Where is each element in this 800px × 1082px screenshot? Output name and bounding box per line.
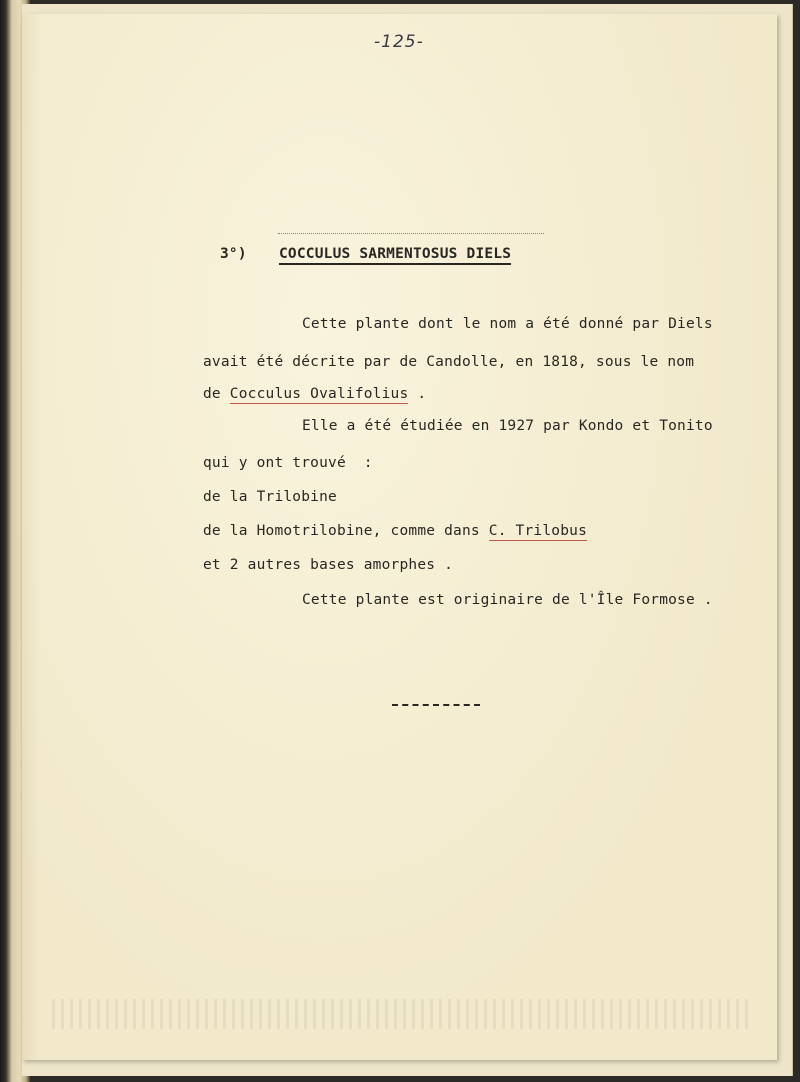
text-line-6: de la Trilobine bbox=[203, 489, 337, 505]
scan-bleedthrough bbox=[52, 999, 752, 1029]
page-number: -125- bbox=[374, 32, 424, 52]
text-line-5: qui y ont trouvé : bbox=[203, 455, 373, 471]
section-number: 3°) bbox=[220, 246, 247, 262]
end-dashed-rule bbox=[392, 704, 480, 706]
species-name-ovalifolius: Cocculus Ovalifolius bbox=[229, 386, 409, 402]
text-line-3 bbox=[203, 386, 426, 402]
species-name-trilobus: C. Trilobus bbox=[488, 523, 587, 539]
text-line-8: et 2 autres bases amorphes . bbox=[203, 557, 454, 573]
text-line-7 bbox=[203, 523, 587, 539]
heading-dotted-rule bbox=[278, 233, 544, 234]
text-line-3-prefix: de bbox=[203, 386, 230, 402]
section-title: COCCULUS SARMENTOSUS DIELS bbox=[279, 246, 511, 265]
text-line-7-prefix: de la Homotrilobine, comme dans bbox=[203, 523, 489, 539]
text-line-2: avait été décrite par de Candolle, en 1818, sous le nom bbox=[203, 354, 695, 370]
text-line-3-suffix: . bbox=[408, 386, 427, 402]
text-line-4: Elle a été étudiée en 1927 par Kondo et Tonito bbox=[302, 418, 713, 434]
text-line-1: Cette plante dont le nom a été donné par Diels bbox=[302, 316, 713, 332]
document-page bbox=[22, 14, 777, 1060]
text-line-9: Cette plante est originaire de l'Île Formose . bbox=[302, 592, 713, 608]
